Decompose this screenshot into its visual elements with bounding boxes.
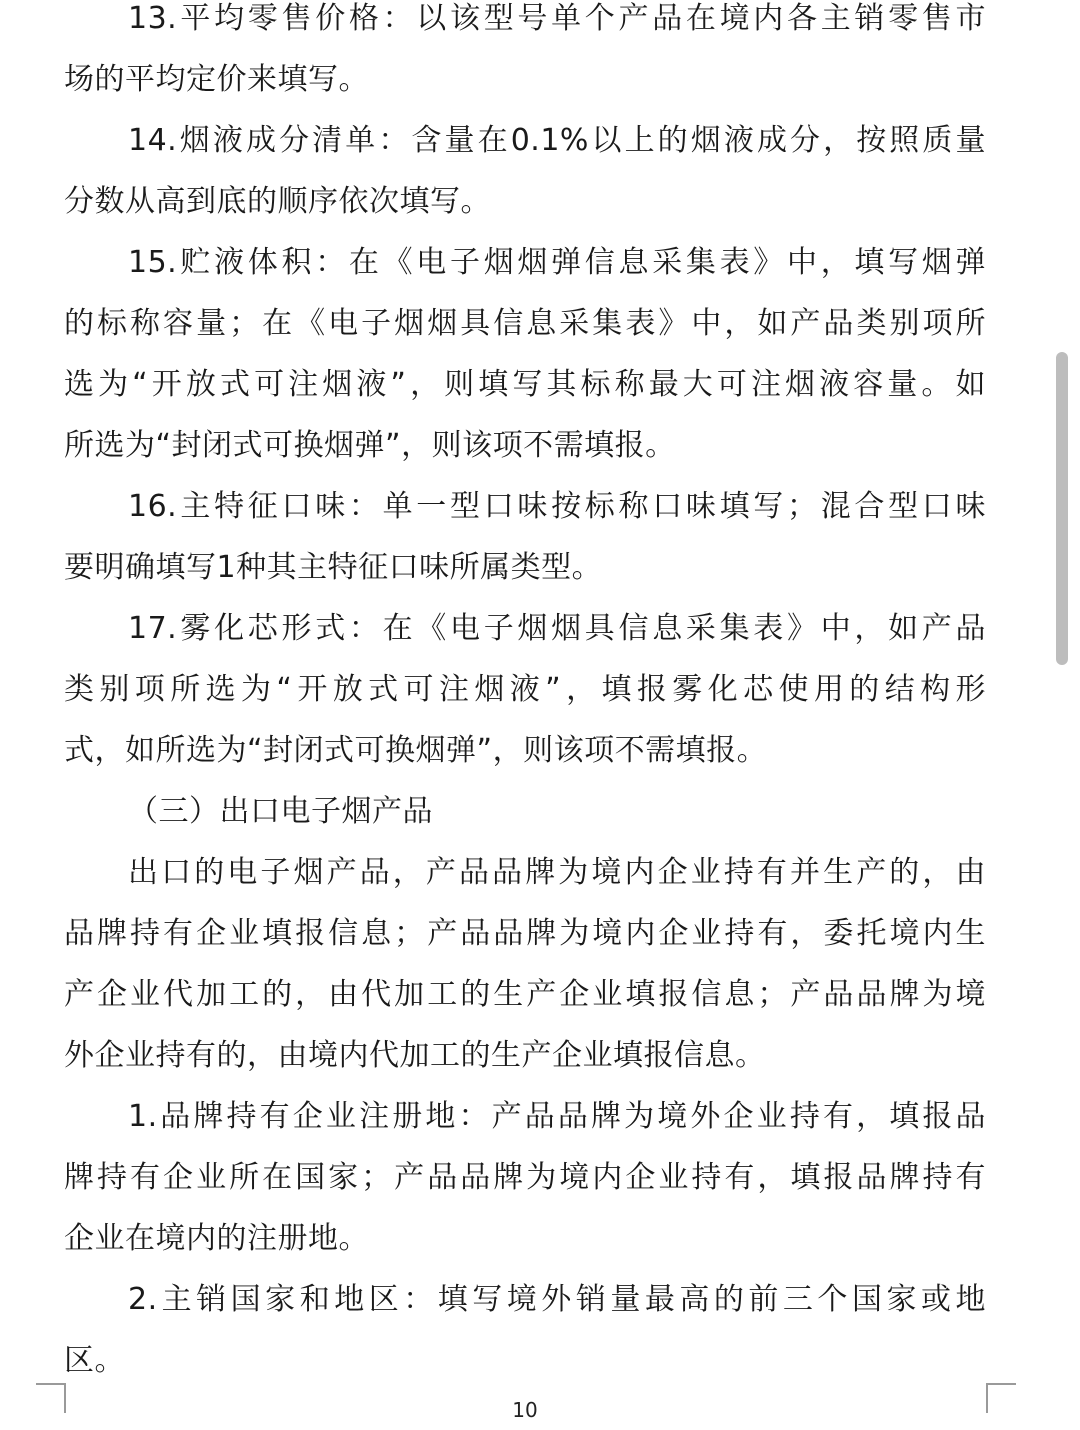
document-body — [64, 0, 986, 1391]
paragraph-item-17-line-3: 式，如所选为“封闭式可换烟弹”，则该项不需填报。 — [64, 733, 768, 768]
page-number: 10 — [512, 1398, 538, 1422]
paragraph-export-intro-line-4: 外企业持有的，由境内代加工的生产企业填报信息。 — [64, 1038, 766, 1073]
paragraph-item-14-line-2: 分数从高到底的顺序依次填写。 — [64, 184, 491, 219]
paragraph-item-15-line-3: 选为“开放式可注烟液”，则填写其标称最大可注烟液容量。如 — [64, 367, 986, 402]
paragraph-export-item-1-line-3: 企业在境内的注册地。 — [64, 1221, 369, 1256]
paragraph-item-15-line-4: 所选为“封闭式可换烟弹”，则该项不需填报。 — [64, 428, 676, 463]
paragraph-export-item-1-line-1: 1.品牌持有企业注册地：产品品牌为境外企业持有，填报品 — [128, 1099, 986, 1134]
paragraph-item-16-line-2: 要明确填写1种其主特征口味所属类型。 — [64, 550, 603, 585]
paragraph-export-intro-line-2: 品牌持有企业填报信息；产品品牌为境内企业持有，委托境内生 — [64, 916, 986, 951]
vertical-scrollbar-thumb[interactable] — [1056, 352, 1068, 665]
paragraph-item-13-line-2: 场的平均定价来填写。 — [64, 62, 369, 97]
paragraph-export-item-1-line-2: 牌持有企业所在国家；产品品牌为境内企业持有，填报品牌持有 — [64, 1160, 986, 1195]
paragraph-export-intro-line-1: 出口的电子烟产品，产品品牌为境内企业持有并生产的，由 — [128, 855, 986, 890]
paragraph-item-17-line-2: 类别项所选为“开放式可注烟液”，填报雾化芯使用的结构形 — [64, 672, 986, 707]
paragraph-export-item-2-line-2: 区。 — [64, 1343, 125, 1378]
paragraph-export-intro-line-3: 产企业代加工的，由代加工的生产企业填报信息；产品品牌为境 — [64, 977, 986, 1012]
paragraph-item-17-line-1: 17.雾化芯形式：在《电子烟烟具信息采集表》中，如产品 — [128, 611, 986, 646]
paragraph-item-15-line-1: 15.贮液体积：在《电子烟烟弹信息采集表》中，填写烟弹 — [128, 245, 986, 280]
paragraph-item-15-line-2: 的标称容量；在《电子烟烟具信息采集表》中，如产品类别项所 — [64, 306, 986, 341]
section-heading: （三）出口电子烟产品 — [128, 794, 433, 829]
paragraph-export-item-2-line-1: 2.主销国家和地区：填写境外销量最高的前三个国家或地 — [128, 1282, 986, 1317]
paragraph-item-13-line-1: 13.平均零售价格：以该型号单个产品在境内各主销零售市 — [128, 1, 986, 36]
paragraph-item-16-line-1: 16.主特征口味：单一型口味按标称口味填写；混合型口味 — [128, 489, 986, 524]
paragraph-item-14-line-1: 14.烟液成分清单：含量在0.1%以上的烟液成分，按照质量 — [128, 123, 986, 158]
